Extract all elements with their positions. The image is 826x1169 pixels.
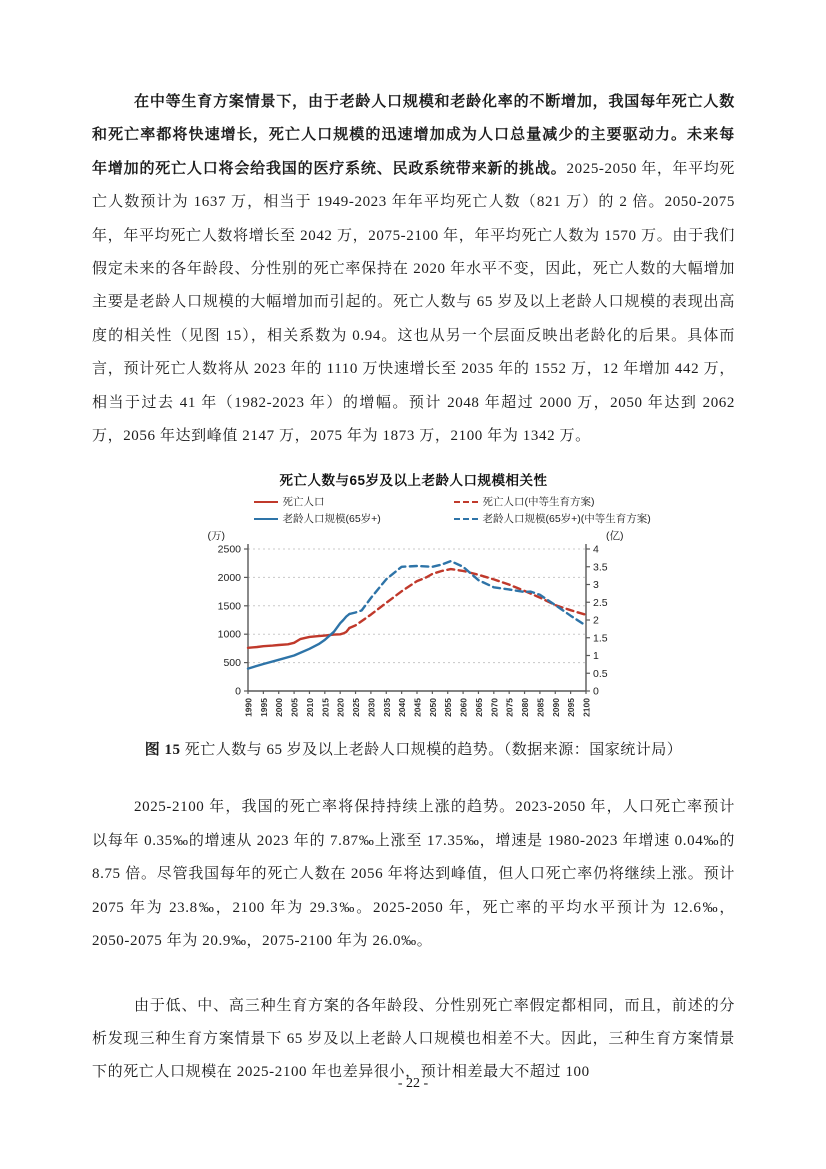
svg-text:4: 4: [592, 543, 599, 556]
svg-text:2090: 2090: [550, 698, 561, 718]
line-swatch-red-solid-icon: [254, 501, 278, 503]
left-axis-unit: (万): [207, 530, 225, 543]
legend-item-elderly-projection: [454, 511, 651, 526]
svg-text:0: 0: [234, 685, 241, 698]
svg-text:2070: 2070: [488, 698, 499, 718]
svg-text:500: 500: [222, 657, 241, 670]
legend-item-elderly: [254, 511, 381, 526]
legend-label: 老龄人口规模(65岁+)(中等生育方案): [482, 513, 651, 526]
figure-15: [204, 469, 651, 724]
legend-label: 死亡人口: [282, 496, 325, 509]
svg-text:2030: 2030: [365, 698, 376, 718]
svg-text:2035: 2035: [381, 698, 392, 718]
svg-text:2100: 2100: [581, 698, 591, 718]
svg-text:2: 2: [592, 614, 599, 627]
chart-legend: [204, 494, 651, 528]
svg-text:2045: 2045: [412, 698, 422, 718]
paragraph-mortality-rate: 2025-2100 年，我国的死亡率将保持持续上涨的趋势。2023-2050 年，人口死亡率预计以每年 0.35‰的增速从 2023 年的 7.87‰上涨至 17.35‰，增速是 1980-2023 年增速 0.04‰的 8.75 倍。尽管我国每年的死亡人数在 2056 年将达到峰值，但人口死亡率仍将继续上涨。预计 2075 年为 23.8‰，2100 年为 29.3‰。2025-2050 年，死亡率的平均水平预计为 12.6‰，2050-2075 年为 20.9‰，2075-2100 年为 26.0‰。: [92, 799, 735, 950]
svg-text:2055: 2055: [442, 698, 453, 718]
line-swatch-blue-dashed-icon: [454, 518, 478, 520]
legend-item-deaths: [254, 494, 325, 509]
svg-text:2020: 2020: [335, 698, 346, 718]
paragraph-intro-text: 2025-2050 年，年平均死亡人数预计为 1637 万，相当于 1949-2023 年年平均死亡人数（821 万）的 2 倍。2050-2075 年，年平均死亡人数将增长至 2042 万，2075-2100 年，年平均死亡人数为 1570 万。由于我们假定未来的各年龄段、分性别的死亡率保持在 2020 年水平不变，因此，死亡人数的大幅增加主要是老龄人口规模的大幅增加而引起的。死亡人数与 65 岁及以上老龄人口规模的表现出高度的相关性（见图 15），相关系数为 0.94。这也从另一个层面反映出老龄化的后果。具体而言，预计死亡人数将从 2023 年的 1110 万快速增长至 2035 年的 1552 万，12 年增加 442 万，相当于过去 41 年（1982-2023 年）的增幅。预计 2048 年超过 2000 万，2050 年达到 2062 万，2056 年达到峰值 2147 万，2075 年为 1873 万，2100 年为 1342 万。: [92, 160, 735, 445]
svg-text:2015: 2015: [319, 698, 330, 718]
right-axis-unit: (亿): [606, 530, 624, 543]
svg-text:2025: 2025: [350, 698, 361, 718]
svg-text:2040: 2040: [396, 698, 407, 718]
svg-text:2000: 2000: [217, 572, 241, 585]
chart-title: 死亡人数与65岁及以上老龄人口规模相关性: [279, 473, 548, 489]
svg-text:2010: 2010: [304, 698, 315, 718]
svg-text:3: 3: [592, 579, 599, 592]
svg-text:0: 0: [592, 685, 599, 698]
svg-text:2000: 2000: [273, 698, 284, 718]
svg-text:2050: 2050: [427, 698, 438, 718]
paragraph-intro: [92, 86, 735, 453]
svg-text:2060: 2060: [458, 698, 469, 718]
svg-text:2095: 2095: [565, 698, 576, 718]
paragraph-scenarios: 由于低、中、高三种生育方案的各年龄段、分性别死亡率假定都相同，而且，前述的分析发现三种生育方案情景下 65 岁及以上老龄人口规模也相差不大。因此，三种生育方案情景下的死亡人口规模在 2025-2100 年也差异很小，预计相差最大不超过 100: [92, 997, 735, 1081]
bold-lead-text: 在中等生育方案情景下，由于老龄人口规模和老龄化率的不断增加，我国每年死亡人数和死亡率都将快速增长，死亡人口规模的迅速增加成为人口总量减少的主要驱动力。未来每年增加的死亡人口将会给我国的医疗系统、民政系统带来新的挑战。: [92, 94, 735, 177]
svg-text:2.5: 2.5: [592, 597, 608, 610]
legend-item-deaths-projection: [454, 494, 595, 509]
svg-text:1: 1: [592, 650, 599, 663]
svg-text:2080: 2080: [519, 698, 530, 718]
page-number: - 22 -: [397, 1076, 429, 1091]
svg-text:1.5: 1.5: [592, 632, 608, 645]
svg-text:2065: 2065: [473, 698, 484, 718]
svg-text:1500: 1500: [217, 600, 241, 613]
line-swatch-red-dashed-icon: [454, 501, 478, 503]
svg-text:1990: 1990: [243, 698, 253, 718]
axis-units: [204, 528, 624, 541]
figure-caption: [92, 738, 735, 762]
svg-text:2005: 2005: [289, 698, 300, 718]
svg-text:2075: 2075: [504, 698, 515, 718]
svg-text:2500: 2500: [217, 543, 241, 556]
svg-text:0.5: 0.5: [592, 668, 608, 681]
svg-text:2085: 2085: [534, 698, 545, 718]
svg-text:1995: 1995: [258, 698, 269, 718]
chart-plot: [204, 542, 624, 724]
svg-text:3.5: 3.5: [592, 561, 608, 574]
document-content: [92, 86, 735, 1090]
legend-label: 死亡人口(中等生育方案): [482, 496, 595, 509]
legend-label: 老龄人口规模(65岁+): [282, 513, 381, 526]
caption-label: 图 15: [144, 742, 181, 759]
caption-text: 死亡人数与 65 岁及以上老龄人口规模的趋势。（数据来源：国家统计局）: [180, 742, 683, 759]
line-swatch-blue-solid-icon: [254, 518, 278, 520]
svg-text:1000: 1000: [217, 629, 241, 642]
